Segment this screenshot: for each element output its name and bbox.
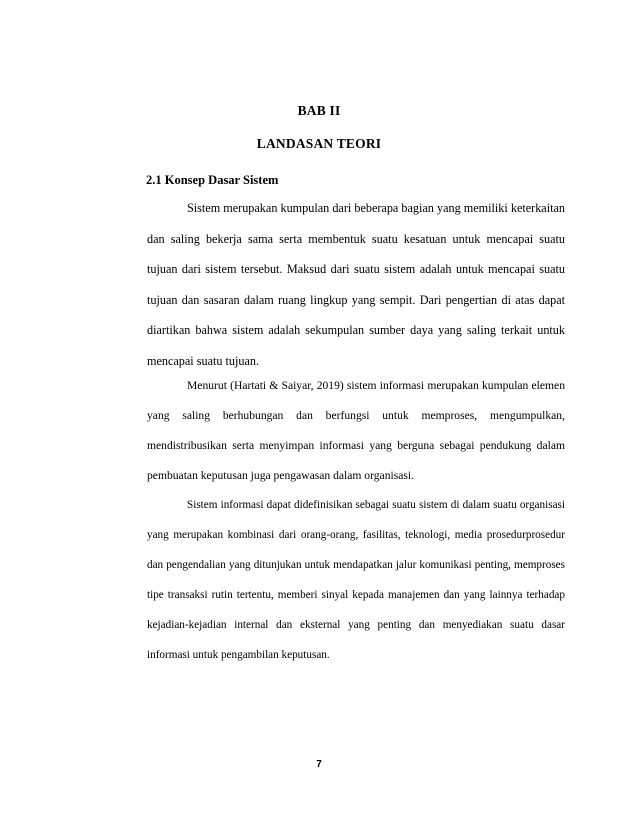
page-number: 7 bbox=[316, 759, 322, 770]
chapter-title: LANDASAN TEORI bbox=[256, 136, 382, 151]
chapter-label: BAB II bbox=[297, 103, 341, 118]
paragraph: Sistem merupakan kumpulan dari beberapa bagian yang memiliki keterkaitan dan saling bekerja sama serta membentuk suatu kesatuan untuk mencapai suatu tujuan dari sistem tersebut. Maksud dari suatu sistem adalah untuk mencapai suatu tujuan dan sasaran dalam ruang lingkup yang sempit. Dari pengertian di atas dapat diartikan bahwa sistem adalah sekumpulan sumber daya yang saling terkait untuk mencapai suatu tujuan. bbox=[147, 201, 565, 368]
paragraph: Menurut (Hartati & Saiyar, 2019) sistem informasi merupakan kumpulan elemen yang saling berhubungan dan berfungsi untuk memproses, mengumpulkan, mendistribusikan serta menyimpan informasi yang berguna sebagai pendukung dalam pembuatan keputusan juga pengawasan dalam organisasi. bbox=[147, 379, 565, 482]
section-heading: 2.1 Konsep Dasar Sistem bbox=[146, 173, 279, 187]
paragraph: Sistem informasi dapat didefinisikan sebagai suatu sistem di dalam suatu organisasi yang merupakan kombinasi dari orang-orang, fasilitas, teknologi, media prosedurprosedur dan pengendalian yang ditunjukan untuk mendapatkan jalur komunikasi penting, memproses tipe transaksi rutin tertentu, memberi sinyal kepada manajemen dan yang lainnya terhadap kejadian-kejadian internal dan eksternal yang penting dan menyediakan suatu dasar informasi untuk pengambilan keputusan. bbox=[147, 499, 565, 661]
